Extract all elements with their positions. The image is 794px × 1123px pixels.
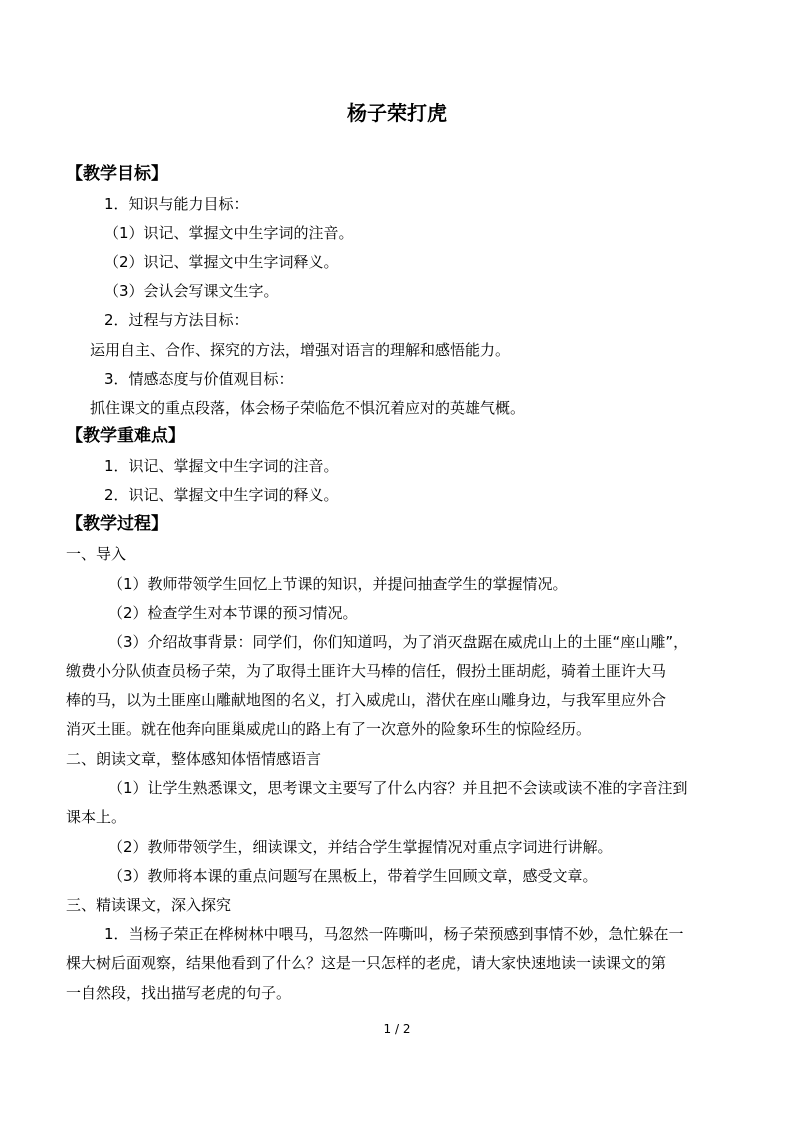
goal-text: 运用自主、合作、探究的方法，增强对语言的理解和感悟能力。 <box>90 341 511 359</box>
process-item: （1）教师带领学生回忆上节课的知识，并提问抽查学生的掌握情况。 <box>108 575 568 593</box>
process-item-continued: 棵大树后面观察，结果他看到了什么？这是一只怎样的老虎，请大家快速地读一读课文的第 <box>66 954 667 972</box>
process-item: （3）介绍故事背景：同学们，你们知道吗，为了消灭盘踞在威虎山上的土匪“座山雕”， <box>108 633 689 651</box>
goal-subitem: （1）识记、掌握文中生字词的注音。 <box>104 224 354 242</box>
section-heading-goals: 【教学目标】 <box>66 164 168 184</box>
key-point-item: 1．识记、掌握文中生字词的注音。 <box>104 457 339 475</box>
goal-item: 3．情感态度与价值观目标： <box>104 370 294 388</box>
goal-subitem: （2）识记、掌握文中生字词释义。 <box>104 253 339 271</box>
process-item-continued: 棒的马，以为土匪座山雕献地图的名义，打入威虎山，潜伏在座山雕身边，与我军里应外合 <box>66 691 667 709</box>
page-number: 1 / 2 <box>383 1022 411 1036</box>
goal-subitem: （3）会认会写课文生字。 <box>104 282 279 300</box>
goal-item: 1．知识与能力目标： <box>104 195 249 213</box>
process-item-continued: 课本上。 <box>66 808 127 826</box>
process-item: （3）教师将本课的重点问题写在黑板上，带着学生回顾文章，感受文章。 <box>108 867 598 885</box>
process-item-continued: 缴费小分队侦查员杨子荣，为了取得土匪许大马棒的信任，假扮土匪胡彪，骑着土匪许大马 <box>66 662 667 680</box>
process-item: （2）检查学生对本节课的预习情况。 <box>108 604 358 622</box>
process-item: （1）让学生熟悉课文，思考课文主要写了什么内容？并且把不会读或读不准的字音注到 <box>108 779 688 797</box>
goal-text: 抓住课文的重点段落，体会杨子荣临危不惧沉着应对的英雄气概。 <box>90 399 526 417</box>
process-item: 1．当杨子荣正在桦树林中喂马，马忽然一阵嘶叫，杨子荣预感到事情不妙，急忙躲在一 <box>104 925 684 943</box>
process-item: （2）教师带领学生，细读课文，并结合学生掌握情况对重点字词进行讲解。 <box>108 838 613 856</box>
process-item-continued: 消灭土匪。就在他奔向匪巢威虎山的路上有了一次意外的险象环生的惊险经历。 <box>66 720 592 738</box>
process-item-continued: 一自然段，找出描写老虎的句子。 <box>66 984 292 1002</box>
page-title: 杨子荣打虎 <box>347 101 447 125</box>
process-section-title: 三、精读课文，深入探究 <box>66 896 232 914</box>
process-section-title: 一、导入 <box>66 545 127 563</box>
key-point-item: 2．识记、掌握文中生字词的释义。 <box>104 486 339 504</box>
section-heading-process: 【教学过程】 <box>66 514 168 534</box>
section-heading-key-points: 【教学重难点】 <box>66 426 185 446</box>
goal-item: 2．过程与方法目标： <box>104 311 249 329</box>
process-section-title: 二、朗读文章，整体感知体悟情感语言 <box>66 750 322 768</box>
